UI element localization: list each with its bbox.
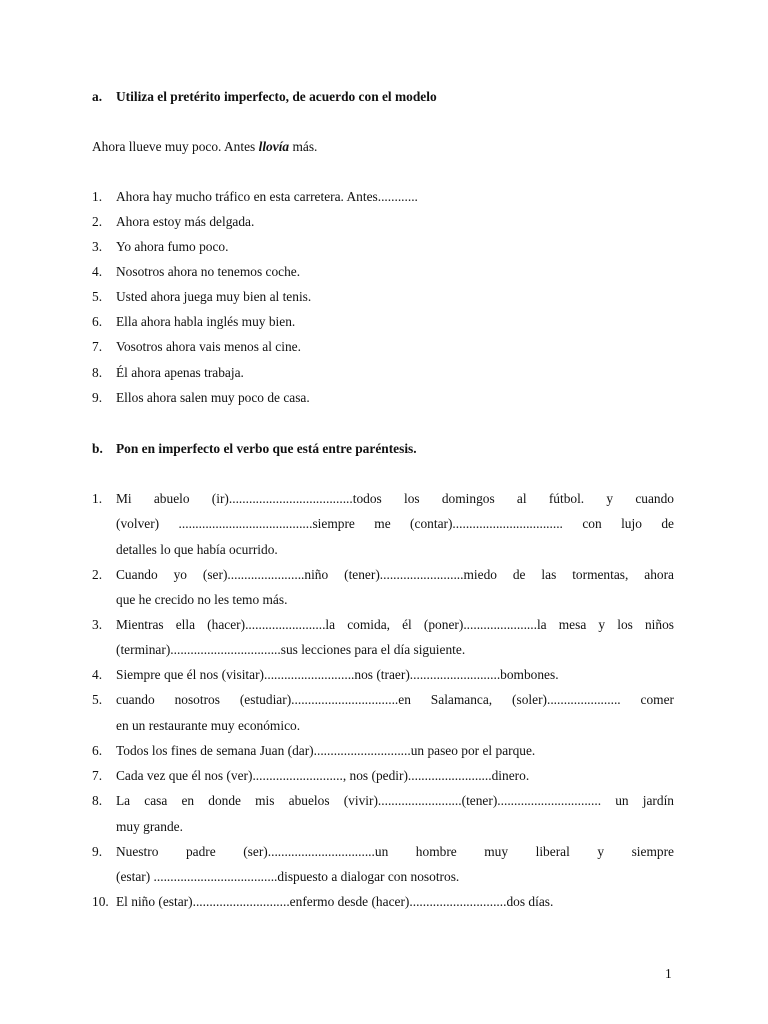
a-item-text: Ahora estoy más delgada. (116, 214, 255, 229)
a-item-number: 3. (92, 239, 103, 254)
b-item-line: cuando nosotros (estudiar)................................en Salamanca, (soler)...................... comer (116, 692, 674, 707)
a-item-text: Ellos ahora salen muy poco de casa. (116, 390, 310, 405)
model-before: Ahora llueve muy poco. Antes (92, 139, 259, 154)
a-item-number: 4. (92, 264, 103, 279)
a-item-number: 5. (92, 289, 103, 304)
section-a-letter: a. (92, 89, 103, 104)
section-b-letter: b. (92, 441, 103, 456)
a-item-number: 1. (92, 189, 103, 204)
a-item-number: 8. (92, 365, 103, 380)
b-item-number: 5. (92, 692, 103, 707)
a-item-text: Él ahora apenas trabaja. (116, 365, 244, 380)
b-item-number: 6. (92, 743, 103, 758)
b-item-number: 1. (92, 491, 103, 506)
page-number: 1 (665, 966, 672, 981)
a-item-text: Vosotros ahora vais menos al cine. (116, 339, 301, 354)
a-item-text: Ella ahora habla inglés muy bien. (116, 314, 296, 329)
b-item-line: El niño (estar).............................enfermo desde (hacer).............................dos días. (116, 894, 554, 909)
b-item-line: (estar) .....................................dispuesto a dialogar con nosotros. (116, 869, 460, 884)
b-item-number: 3. (92, 617, 103, 632)
b-item-line: Siempre que él nos (visitar)...........................nos (traer)...........................bombones. (116, 667, 559, 682)
b-item-line: que he crecido no les temo más. (116, 592, 288, 607)
model-sentence (92, 139, 317, 155)
model-emphasis: llovía (258, 139, 290, 154)
b-item-line: Mi abuelo (ir).....................................todos los domingos al fútbol. y cuando (116, 491, 674, 506)
section-b-heading: Pon en imperfecto el verbo que está entre paréntesis. (116, 441, 417, 456)
a-item-number: 7. (92, 339, 103, 354)
a-item-text: Usted ahora juega muy bien al tenis. (116, 289, 312, 304)
a-item-text: Nosotros ahora no tenemos coche. (116, 264, 301, 279)
b-item-line: Todos los fines de semana Juan (dar).............................un paseo por el parque. (116, 743, 536, 758)
b-item-line: detalles lo que había ocurrido. (116, 542, 278, 557)
b-item-number: 9. (92, 844, 103, 859)
b-item-number: 7. (92, 768, 103, 783)
a-item-number: 2. (92, 214, 103, 229)
a-item-text: Ahora hay mucho tráfico en esta carretera. Antes............ (116, 189, 418, 204)
a-item-number: 6. (92, 314, 103, 329)
model-after: más. (289, 139, 318, 154)
a-item-number: 9. (92, 390, 103, 405)
b-item-number: 4. (92, 667, 103, 682)
b-item-line: muy grande. (116, 819, 183, 834)
b-item-line: Cada vez que él nos (ver)..........................., nos (pedir).........................dinero. (116, 768, 530, 783)
b-item-number: 8. (92, 793, 103, 808)
b-item-number: 10. (92, 894, 109, 909)
b-item-line: (volver) ........................................siempre me (contar)................................. con lujo de (116, 516, 674, 531)
section-a-heading: Utiliza el pretérito imperfecto, de acuerdo con el modelo (116, 89, 437, 104)
b-item-line: Mientras ella (hacer)........................la comida, él (poner)......................la mesa y los niños (116, 617, 674, 632)
b-item-line: Cuando yo (ser).......................niño (tener).........................miedo de las tormentas, ahora (116, 567, 674, 582)
b-item-line: Nuestro padre (ser)................................un hombre muy liberal y siempre (116, 844, 674, 859)
b-item-line: (terminar).................................sus lecciones para el día siguiente. (116, 642, 466, 657)
b-item-line: en un restaurante muy económico. (116, 718, 301, 733)
b-item-line: La casa en donde mis abuelos (vivir).........................(tener)............................... un jardín (116, 793, 674, 808)
b-item-number: 2. (92, 567, 103, 582)
a-item-text: Yo ahora fumo poco. (116, 239, 229, 254)
